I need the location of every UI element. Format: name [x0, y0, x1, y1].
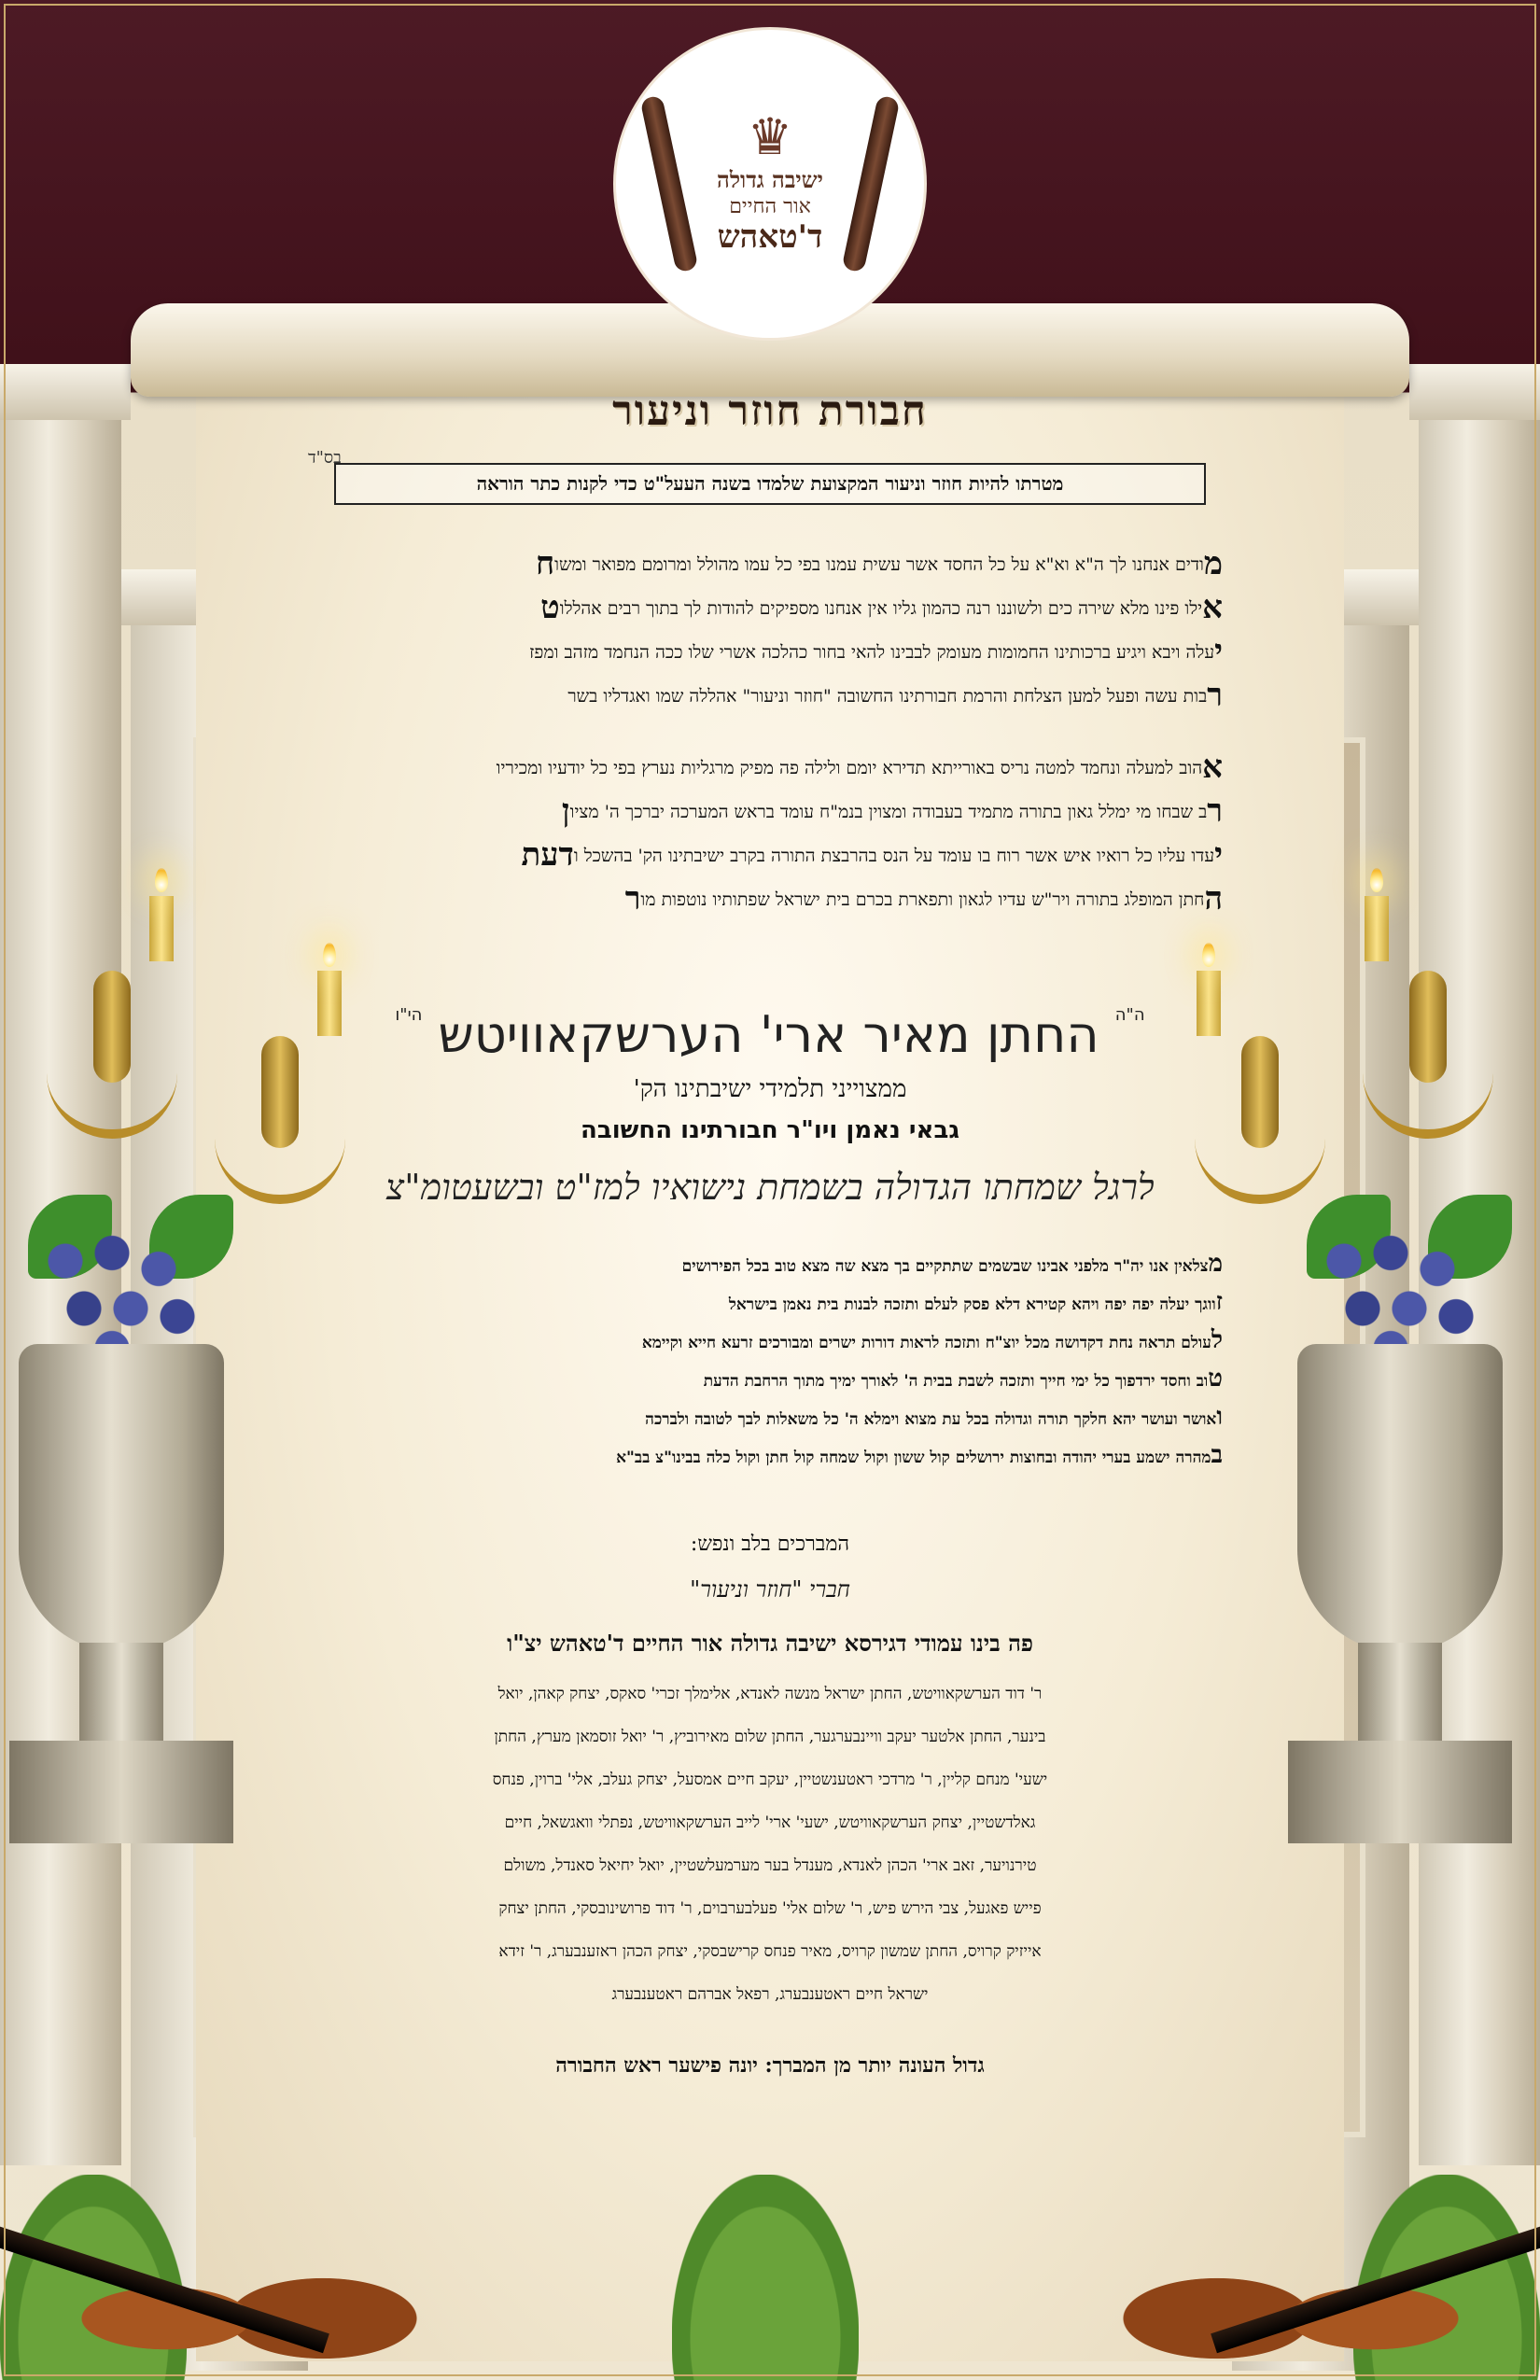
- acrostic-end-letter: ר: [624, 880, 641, 917]
- logo-line1: ישיבה גדולה: [717, 166, 823, 193]
- paragraph-text: אושר ועושר יהא חלקך תורה וגדולה בכל עת מצוא וימלא ה' כל משאלות לבך לטובה ולברכה: [645, 1410, 1217, 1429]
- paragraph-text: וב וחסד ירדפוך כל ימי חייך ותזכה לשבת בבית ה' לאורך ימיך מתוך הרחבת הדעת: [703, 1372, 1209, 1391]
- paragraph-text: בות עשה ופעל למען הצלחת והרמת חבורתינו החשובה "חוזר וניעור" אהללה שמו ואגדליו בשר: [567, 686, 1208, 707]
- right-sconce-icon: [1363, 980, 1493, 1139]
- acrostic-letter: י: [1214, 633, 1223, 670]
- groom-name-line: [317, 1005, 1223, 1064]
- paragraph-text: ודים אנחנו לך ה"א וא"א על כל החסד אשר עשית עמנו בפי כל עמו מהולל ומרומם מפואר ומשו: [554, 554, 1204, 575]
- paragraph-line: [317, 630, 1223, 674]
- crown-icon: ♛: [747, 107, 793, 166]
- acrostic-end-letter: ן: [561, 792, 570, 830]
- names-line: ישעי' מנחם קליין, ר' מרדכי ראטענשטיין, יעקב חיים אמסעל, יצחק געלב, אלי' ברוין, פנחס: [492, 1771, 1048, 1789]
- names-line: בינער, החתן אלטער יעקב וויינבערגער, החתן שלום מאירוביץ, ר' יואל זוסמאן מערץ, החתן: [494, 1728, 1046, 1746]
- paragraph-text: צלאין אנו יה"ר מלפני אבינו שבשמים שתתקיים בך מצא שה מצא טוב בכל הפירושים: [681, 1257, 1209, 1276]
- occasion-line: לרגל שמחתו הגדולה בשמחת נישואיו למז"ט ובשעטומ"צ: [385, 1167, 1155, 1208]
- document-content: [308, 373, 1223, 2078]
- acrostic-letter: א: [1202, 749, 1223, 786]
- acrostic-letter: ר: [1207, 677, 1223, 714]
- names-line: ישראל חיים ראטענבערג, רפאל אברהם ראטענבערג: [611, 1985, 929, 2004]
- leaves-icon: [672, 2175, 859, 2380]
- candle-icon: [1365, 896, 1389, 961]
- candle-icon: [149, 896, 174, 961]
- names-line: טירנויער, זאב ארי' הכהן לאנדא, מענדל בער מערמעלשטיין, יואל יחיאל סאנדל, משולם: [503, 1856, 1037, 1875]
- violin-right-icon: [1008, 2184, 1531, 2380]
- paragraph-line: [317, 1361, 1223, 1399]
- paragraph-line: [317, 586, 1223, 630]
- paragraph-text: עלה ויבא ויגיע ברכותינו החמומות מעומק לבבינו להאי בחור כהלכה אשרי שלו ככה הנחמד מזהב ומפז: [529, 642, 1215, 663]
- acrostic-letter: ל: [1211, 1326, 1223, 1354]
- groom-prefix: ה"ה: [1114, 1005, 1145, 1025]
- groom-suffix: הי"ו: [395, 1005, 423, 1025]
- groom-description-1: ממצוייני תלמידי ישיבתינו הק': [633, 1075, 907, 1103]
- acrostic-letter: ו: [1216, 1403, 1223, 1431]
- names-line: גאלדשטיין, יצחק הערשקאוויטש, ישעי' ארי' לייב הערשקאוויטש, נפתלי וואגשאל, חיים: [504, 1813, 1036, 1832]
- acrostic-letter: א: [1202, 589, 1223, 626]
- acrostic-letter: ט: [1208, 1365, 1223, 1393]
- groom-name: החתן מאיר ארי' הערשקאוויטש: [438, 1005, 1099, 1064]
- paragraph-line: [317, 790, 1223, 833]
- paragraph-text: מהרה ישמע בערי יהודה ובחוצות ירושלים קול ששון וקול שמחה קול חתן וקול כלה בבינו"צ בב"א: [616, 1449, 1211, 1467]
- paragraph-1: [317, 542, 1223, 718]
- paragraph-line: [317, 746, 1223, 790]
- paragraph-text: ב שבחו מי ימלל גאון בתורה מתמיד בעבודה ומצוין בנמ"ח עומד בראש המערכה יברכך ה' מציו: [569, 802, 1208, 822]
- right-urn-with-grapes-icon: [1279, 1195, 1521, 1885]
- groom-description-2: גבאי נאמן ויו"ר חבורתינו החשובה: [581, 1116, 959, 1144]
- names-line: אייזיק קרויס, החתן שמשון קרויס, מאיר פנחס קרישבסקי, יצחק הכהן ראזענבערג, ר' זידא: [498, 1942, 1042, 1961]
- subtitle-box: מטרתו להיות חוזר וניעור המקצועת שלמדו בשנה העעל"ט כדי לקנות כתר הוראה: [334, 463, 1206, 505]
- acrostic-letter: י: [1214, 836, 1223, 874]
- names-list: [317, 1673, 1223, 2016]
- paragraph-line: [317, 877, 1223, 921]
- bsd-mark: בס"ד: [308, 448, 342, 468]
- signature-line-3: פה בינו עמודי דגירסא ישיבה גדולה אור החיים ד'טאהש יצ"ו: [507, 1630, 1033, 1657]
- violin-left-icon: [9, 2184, 532, 2380]
- acrostic-end-letter: ח: [536, 545, 555, 582]
- yeshiva-logo: [616, 30, 924, 338]
- paragraph-text: חתן המופלג בתורה ויר"ש עדיו לגאון ותפארת בכרם בית ישראל שפתותיו נוטפות מו: [640, 889, 1205, 910]
- paragraph-line: [317, 1323, 1223, 1361]
- paragraph-text: עדו עליו כל רואיו איש אשר רוח בו עומד על הנס בהרבצת התורה בקרב ישיבתינו הק' בהשכל ו: [573, 846, 1215, 866]
- left-sconce-icon: [47, 980, 177, 1139]
- acrostic-letter: מ: [1208, 1250, 1223, 1278]
- acrostic-letter: ר: [1207, 792, 1223, 830]
- paragraph-line: [317, 674, 1223, 718]
- acrostic-letter: ז: [1215, 1288, 1223, 1316]
- page-title: חבורת חוזר וניעור: [612, 387, 928, 435]
- paragraph-text: הוב למעלה ונחמד למטה נריס באורייתא תדירא יומם ולילה פה מפיק מרגליות נערץ בפי כל יודעיו ומכיריו: [496, 758, 1203, 778]
- paragraph-text: ווגך יעלה יפה יפה ויהא קטירא דלא פסק לעלם ותזכה לבנות בית נאמן בישראל: [728, 1295, 1216, 1314]
- names-line: ר' דוד הערשקאוויטש, החתן ישראל מנשה לאנדא, אלימלך זכרי' סאקס, יצחק קאהן, יואל: [497, 1685, 1043, 1703]
- paragraph-text: עולם תראה נחת דקדושה מכל יוצ"ח ותזכה לראות דורות ישרים ומבורכים זרעא חייא וקיימא: [641, 1334, 1211, 1352]
- footer-line: גדול העונה יותר מן המברך: יונה פישער ראש החבורה: [555, 2053, 985, 2078]
- logo-line2: אור החיים: [729, 195, 811, 218]
- acrostic-end-letter: דעת: [521, 836, 574, 874]
- paragraph-3: [317, 1246, 1223, 1476]
- paragraph-text: ילו פינו מלא שירה כים ולשוננו רנה כהמון גליו אין אנחנו מספיקים להודות לך בתוך רבים אהללו: [559, 598, 1203, 619]
- paragraph-line: [317, 1437, 1223, 1476]
- signature-line-1: המברכים בלב ונפש:: [690, 1533, 850, 1556]
- torah-roll-left-icon: [640, 95, 699, 273]
- torah-roll-right-icon: [842, 95, 901, 273]
- logo-line3: ד'טאהש: [717, 218, 823, 256]
- paragraph-line: [317, 1246, 1223, 1284]
- acrostic-end-letter: ט: [540, 589, 560, 626]
- paragraph-2: [317, 746, 1223, 921]
- paragraph-line: [317, 1284, 1223, 1323]
- acrostic-letter: ה: [1204, 880, 1223, 917]
- paragraph-line: [317, 1399, 1223, 1437]
- left-urn-with-grapes-icon: [0, 1195, 243, 1885]
- acrostic-letter: ב: [1211, 1441, 1223, 1469]
- signature-line-2: חברי "חוזר וניעור": [690, 1576, 850, 1603]
- acrostic-letter: מ: [1203, 545, 1223, 582]
- names-line: פייש פאגעל, צבי הירש פיש, ר' שלום אלי' פעלבערבוים, ר' דוד פרושינובסקי, החתן יצחק: [498, 1899, 1042, 1918]
- paragraph-line: [317, 542, 1223, 586]
- paragraph-line: [317, 833, 1223, 877]
